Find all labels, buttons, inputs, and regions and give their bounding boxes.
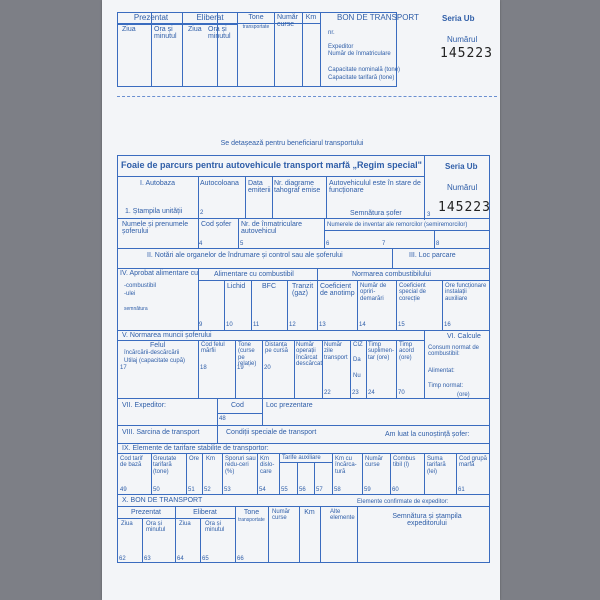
loc-prezentare-label: Loc prezentare — [266, 402, 313, 409]
timp-suplimentar-label: Timp suplimen-tar (ore) — [368, 342, 395, 361]
stub-ziua-2: Ziua — [188, 26, 202, 33]
bon-ziua-1: Ziua — [121, 521, 133, 527]
ciz-label: CIZ — [353, 342, 363, 348]
field-61: 61 — [458, 487, 465, 493]
bon-km-label: Km — [304, 509, 315, 516]
sporuri-label: Sporuri sau redu-ceri (%) — [225, 456, 256, 475]
field-24: 24 — [368, 390, 375, 396]
field-65: 65 — [202, 556, 209, 562]
am-luat-label: Am luat la cunoștință șofer: — [385, 431, 470, 438]
timp-normat-label: Timp normat: — [428, 383, 464, 389]
stub-numarul: Numărul — [447, 35, 478, 44]
expeditor-label: VII. Expeditor: — [122, 402, 166, 409]
numele-soferului-label: Numele și prenumele șoferului — [122, 221, 189, 236]
timp-acord-label: Timp acord (ore) — [399, 342, 415, 361]
bon-tone-label: Tone — [243, 509, 260, 516]
coef-corectie-label: Coeficient special de corecție — [399, 283, 427, 302]
field-59: 59 — [364, 487, 371, 493]
incarcarii-label: încărcării-descărcării — [124, 350, 180, 356]
nr-inmatriculare-label: Nr. de înmatriculare autovehicul — [241, 221, 303, 236]
bon-numar-curse-label: Număr curse — [272, 509, 291, 522]
elemente-tarifare-label: IX. Elemente de tarifare stabilite de transportor: — [122, 445, 269, 452]
field-19: 19 — [237, 365, 244, 371]
numar-curse-ix-label: Număr curse — [365, 456, 384, 469]
field-56: 56 — [299, 487, 306, 493]
cod-sofer-label: Cod șofer — [201, 221, 232, 228]
bon-ora-2: Ora și minutul — [205, 521, 225, 534]
field-55: 55 — [281, 487, 288, 493]
coef-anotimp-label: Coeficient de anotimp — [320, 283, 355, 298]
perforation-line — [117, 96, 497, 97]
bfc-label: BFC — [262, 283, 276, 290]
autobaza-label: I. Autobaza — [140, 180, 176, 187]
tone-curse-label: Tone (curse pe relație) — [238, 342, 257, 367]
lichid-label: Lichid — [227, 283, 246, 290]
field-20: 20 — [264, 365, 271, 371]
field-51: 51 — [188, 487, 195, 493]
calcule-label: VI. Calcule — [447, 333, 481, 340]
combustibil-l-label: Combus tibil (l) — [393, 456, 416, 469]
utilaj-label: Utilaj (capacitate cupă) — [124, 358, 186, 364]
alimentat-label: Alimentat: — [428, 368, 455, 374]
elemente-confirmate-label: Elemente confirmate de expeditor: — [357, 499, 449, 505]
bon-prezentat-label: Prezentat — [131, 509, 161, 516]
field-18: 18 — [200, 365, 207, 371]
field-5: 5 — [240, 241, 244, 247]
normarea-combustibilului-label: Normarea combustibilului — [352, 271, 431, 278]
field-57: 57 — [316, 487, 323, 493]
aprobat-alimentare-label: IV. Aprobat alimentare cu — [120, 270, 198, 277]
field-66: 66 — [237, 556, 244, 562]
field-16: 16 — [444, 322, 451, 328]
document-page — [102, 0, 500, 600]
stub-capacitate-tarifara: Capacitate tarifară (tone) — [328, 75, 395, 81]
combustibil-label: -combustibil — [124, 283, 157, 289]
stampila-label: 1. Ștampila unității — [125, 208, 183, 215]
field-49: 49 — [120, 487, 127, 493]
field-4: 4 — [199, 241, 203, 247]
stub-tone: Tone — [248, 14, 264, 21]
field-2: 2 — [200, 210, 204, 216]
alimentare-combustibil-label: Alimentare cu combustibil — [214, 271, 294, 278]
stub-bon-title: BON DE TRANSPORT — [337, 13, 419, 22]
cod-grupa-label: Cod grupă marfă — [459, 456, 488, 469]
field-52: 52 — [204, 487, 211, 493]
nu-label: Nu — [353, 373, 361, 379]
km-incarcatura-label: Km cu încărca-tură — [335, 456, 357, 475]
stub-prezentat: Prezentat — [133, 13, 169, 22]
numerele-remorci-label: Numerele de inventar ale remorcilor (semiremorcilor) — [327, 222, 468, 228]
ulei-label: -ulei — [124, 291, 136, 297]
field-58: 58 — [334, 487, 341, 493]
stub-km: Km — [305, 14, 317, 21]
main-serial-number: 145223 — [438, 200, 491, 215]
nr-opriri-label: Număr de opriri-demarări — [360, 283, 387, 302]
field-3: 3 — [427, 212, 431, 218]
alte-elemente-label: Alte elemente — [330, 509, 355, 522]
field-11: 11 — [253, 322, 260, 328]
semnatura-label: semnătura — [124, 306, 148, 312]
field-64: 64 — [177, 556, 184, 562]
bon-ora-1: Ora și minutul — [146, 521, 166, 534]
consum-normat-label: Consum normat de combustibil: — [428, 345, 480, 358]
bon-tone-sub-label: transportate — [238, 517, 265, 523]
ore-label: (ore) — [457, 392, 470, 398]
cod-tarif-label: Cod tarif de bază — [120, 456, 143, 469]
distanta-label: Distanța pe cursă — [265, 342, 289, 355]
stub-tone-sub: transportate — [242, 24, 270, 30]
stub-seria: Seria Ub — [442, 14, 475, 23]
loc-parcare-label: III. Loc parcare — [409, 252, 456, 259]
field-54: 54 — [259, 487, 266, 493]
main-seria: Seria Ub — [445, 162, 478, 171]
stare-functionare-label: Autovehiculul este în stare de funcționare — [329, 180, 421, 195]
felul-label: Felul — [150, 342, 166, 349]
da-label: Da — [353, 357, 361, 363]
stub-expeditor: Expeditor — [328, 44, 354, 50]
cod-felul-marfii-label: Cod felul mărfii — [201, 342, 225, 355]
field-14: 14 — [359, 322, 366, 328]
field-50: 50 — [153, 487, 160, 493]
main-numarul: Numărul — [447, 183, 478, 192]
nr-diagrame-label: Nr. diagrame tahograf emise — [274, 180, 321, 195]
bon-eliberat-label: Eliberat — [193, 509, 217, 516]
bon-transport-label: X. BON DE TRANSPORT — [122, 497, 203, 504]
numar-zile-label: Număr zile transport — [324, 342, 348, 361]
bon-ziua-2: Ziua — [179, 521, 191, 527]
stub-ora-2: Ora și minutul — [208, 26, 231, 41]
km-dislocare-label: Km dislo-care — [260, 456, 275, 475]
field-10: 10 — [226, 322, 233, 328]
stub-numar-curse: Număr curse — [277, 14, 299, 29]
field-62: 62 — [119, 556, 126, 562]
stub-capacitate-nominala: Capacitate nominală (tone) — [328, 67, 401, 73]
field-48: 48 — [219, 416, 226, 422]
field-8: 8 — [436, 241, 440, 247]
stub-ziua-1: Ziua — [122, 26, 136, 33]
field-15: 15 — [398, 322, 405, 328]
field-63: 63 — [144, 556, 151, 562]
ore-functionare-label: Ore funcționare instalații auxiliare — [445, 283, 487, 302]
suma-tarifara-label: Suma tarifară (lei) — [427, 456, 446, 475]
conditii-speciale-label: Condiții speciale de transport — [226, 429, 317, 436]
ore-col-label: Ore — [189, 456, 200, 462]
stub-serial-number: 145223 — [440, 46, 493, 61]
cod-label: Cod — [231, 402, 244, 409]
field-53: 53 — [224, 487, 231, 493]
autocoloana-label: Autocoloana — [200, 180, 239, 187]
sarcina-label: VIII. Sarcina de transport — [122, 429, 200, 436]
stub-numar-inmatriculare: Număr de înmatriculare — [328, 51, 391, 57]
field-6: 6 — [326, 241, 330, 247]
semnatura-stampila-label: Semnătura și ștampila expeditorului — [392, 513, 462, 528]
tranzit-label: Tranzit (gaz) — [292, 283, 314, 298]
tarife-auxiliare-label: Tarife auxiliare — [282, 455, 321, 461]
field-70: 70 — [398, 390, 405, 396]
field-7: 7 — [382, 241, 386, 247]
main-title: Foaie de parcurs pentru autovehicule transport marfă „Regim special" — [121, 160, 422, 170]
km-col-label: Km — [206, 456, 215, 462]
normarea-muncii-label: V. Normarea muncii șoferului — [122, 332, 212, 339]
stub-nr: nr. — [328, 30, 335, 36]
field-23: 23 — [352, 390, 359, 396]
semnatura-sofer-label: Semnătura șofer — [350, 210, 402, 217]
field-12: 12 — [289, 322, 296, 328]
field-60: 60 — [392, 487, 399, 493]
field-13: 13 — [319, 322, 326, 328]
field-22: 22 — [324, 390, 331, 396]
notari-label: II. Notări ale organelor de îndrumare și control sau ale șoferului — [147, 252, 343, 259]
numar-operatii-label: Număr operații încărcat descărcat — [296, 342, 323, 367]
field-9: 9 — [199, 322, 203, 328]
field-17: 17 — [120, 365, 127, 371]
greutate-tarifara-label: Greutate tarifară (tone) — [153, 456, 177, 475]
stub-eliberat: Eliberat — [196, 13, 224, 22]
stub-ora-1: Ora și minutul — [154, 26, 177, 41]
data-emiterii-label: Data emiterii — [248, 180, 271, 195]
separator-note: Se detașează pentru beneficiarul transportului — [220, 140, 364, 147]
